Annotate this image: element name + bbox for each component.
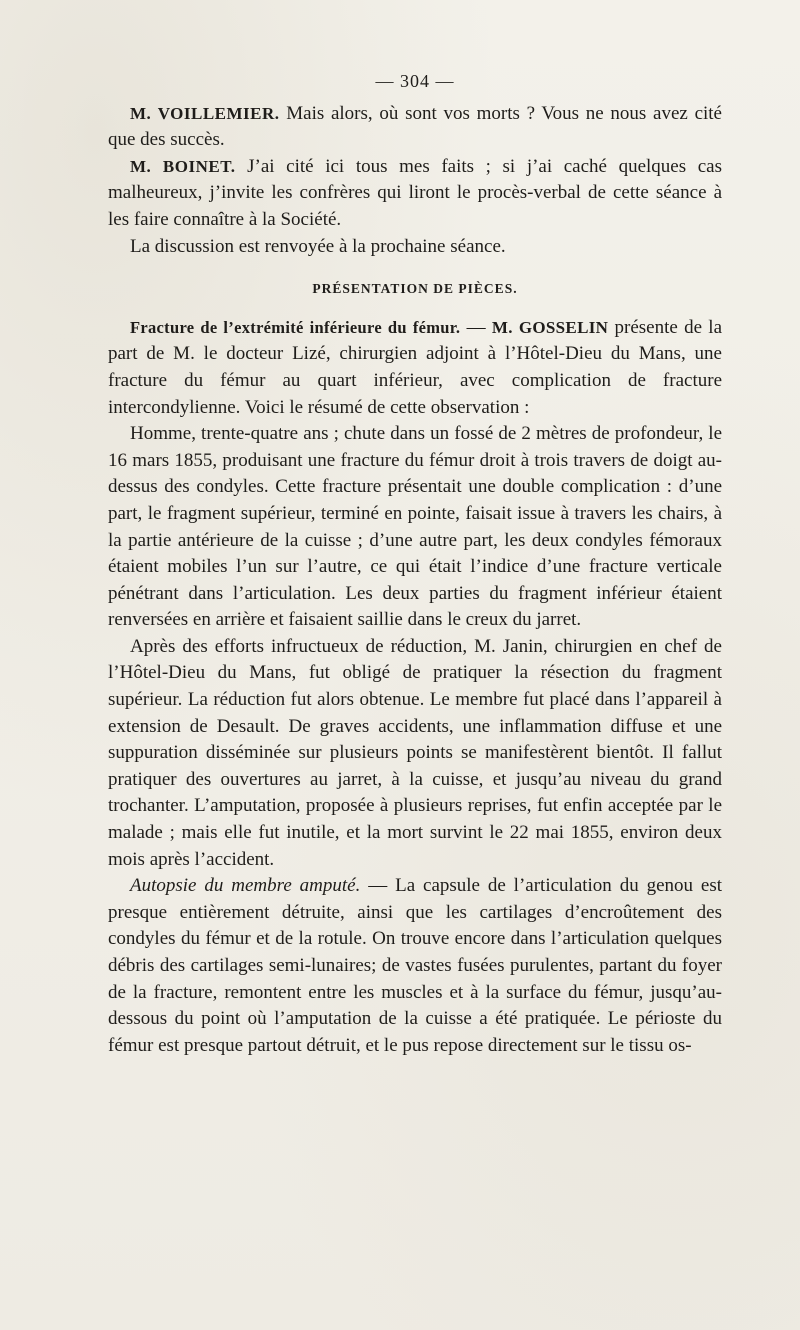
autopsy-separator: — [360, 875, 396, 897]
autopsy-text: La capsule de l’articulation du genou est presque entièrement détruite, ainsi que les cartilages d’encroûtement des condyles du fémur et de la rotule. On trouve encore dans l’articulation quelques débris des cartilages semi-lunaires; de vastes fusées purulentes, partant du foyer de la fracture, remontent entre les muscles et à la surface du fémur, jusqu’au-dessous du point où l’amputation de la cuisse a été pratiquée. Le périoste du fémur est presque partout détruit, et le pus repose directement sur le tissu os- [108, 875, 722, 1056]
article-separator: — [460, 316, 492, 338]
speaker-boinet: M. BOINET. [130, 156, 236, 176]
speech-boinet: J’ai cité ici tous mes faits ; si j’ai caché quelques cas malheureux, j’invite les confrères qui liront le procès-verbal de cette séance à les faire connaître à la Société. [108, 155, 722, 230]
article-intro [108, 315, 722, 421]
page-text [108, 68, 722, 1059]
exchange-voillemier [108, 101, 722, 154]
exchange-boinet [108, 154, 722, 234]
article-title: Fracture de l’extrémité inférieure du fémur. [130, 317, 461, 337]
autopsy-heading: Autopsie du membre amputé. [130, 875, 361, 897]
article-author: M. GOSSELIN [491, 317, 609, 337]
autopsy-paragraph [108, 873, 722, 1059]
article-paragraph: Homme, trente-quatre ans ; chute dans un fossé de 2 mètres de profondeur, le 16 mars 1855, produisant une fracture du fémur droit à trois travers de doigt au-dessus des condyles. Cette fracture présentait une double complication : d’une part, le fragment supérieur, terminé en pointe, faisait issue à travers les chairs, à la partie antérieure de la cuisse ; d’une autre part, les deux condyles fémoraux étaient mobiles l’un sur l’autre, ce qui était l’indice d’une fracture verticale pénétrant dans l’articulation. Les deux parties du fragment inférieur étaient renversées en arrière et faisaient saillie dans le creux du jarret. [108, 423, 722, 631]
speaker-voillemier: M. VOILLEMIER. [130, 103, 280, 123]
speech-voillemier: Mais alors, où sont vos morts ? Vous ne nous avez cité que des succès. [108, 102, 722, 151]
article-intro-text: présente de la part de M. le docteur Lizé, chirurgien adjoint à l’Hôtel-Dieu du Mans, une fracture du fémur au quart inférieur, avec complication de fracture intercondylienne. Voici le résumé de cette observation : [108, 316, 723, 418]
section-title: PRÉSENTATION DE PIÈCES. [312, 281, 518, 297]
page-number: — 304 — [375, 71, 455, 91]
article-paragraph: Après des efforts infructueux de réduction, M. Janin, chirurgien en chef de l’Hôtel-Dieu du Mans, fut obligé de pratiquer la résection du fragment supérieur. La réduction fut alors obtenue. Le membre fut placé dans l’appareil à extension de Desault. De graves accidents, une inflammation diffuse et une suppuration disséminée sur plusieurs points se manifestèrent bientôt. Il fallut pratiquer des ouvertures au jarret, à la cuisse, et jusqu’au niveau du grand trochanter. L’amputation, proposée à plusieurs reprises, fut enfin acceptée par le malade ; mais elle fut inutile, et la mort survint le 22 mai 1855, environ deux mois après l’accident. [108, 635, 722, 870]
discussion-note: La discussion est renvoyée à la prochaine séance. [130, 235, 506, 257]
